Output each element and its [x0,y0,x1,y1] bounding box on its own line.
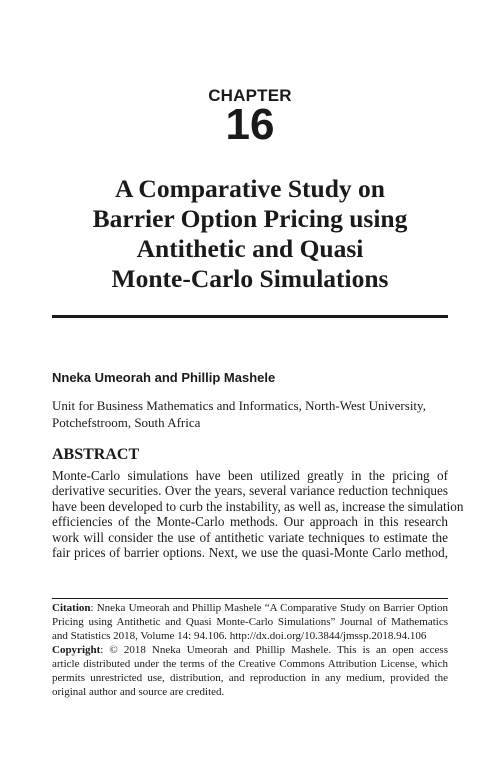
abstract-line: Monte-Carlo simulations have been utilized greatly in the pricing of [52,468,448,483]
footnote-divider [52,598,448,599]
copyright-line [52,643,448,657]
copyright-line: original author and source are credited. [52,686,225,698]
abstract-line: work will consider the use of antithetic variate techniques to estimate the [52,529,448,545]
chapter-label: CHAPTER [208,86,292,105]
title-divider [52,315,448,318]
abstract-body [52,468,464,561]
copyright-text: : © 2018 Nneka Umeorah and Phillip Mashele. This is an open access [100,644,448,656]
title-line: A Comparative Study on [115,174,385,203]
citation-label: Citation [52,602,91,614]
abstract-line: fair prices of barrier options. Next, we use the quasi-Monte Carlo method, [52,545,448,561]
citation-line [52,601,448,615]
chapter-number: 16 [225,100,275,149]
title-line: Antithetic and Quasi [136,234,364,263]
abstract-line: efficiencies of the Monte-Carlo methods. Our approach in this research [52,514,448,530]
title-line: Barrier Option Pricing using [92,204,408,233]
citation-text: : Nneka Umeorah and Phillip Mashele “A Comparative Study on Barrier Option [90,602,448,614]
abstract-line: derivative securities. Over the years, several variance reduction techniques [52,483,448,499]
copyright-label: Copyright [52,644,101,656]
citation-line: and Statistics 2018, Volume 14: 94.106. http://dx.doi.org/10.3844/jmssp.2018.94.106 [52,630,427,642]
author-affiliation [52,397,448,431]
author-names: Nneka Umeorah and Phillip Mashele [52,370,276,385]
title-line: Monte-Carlo Simulations [111,264,389,293]
abstract-line: have been developed to curb the instability, as well as, increase the simulation [52,498,464,514]
copyright-line: permits unrestricted use, distribution, and reproduction in any medium, provided the [52,672,448,684]
affiliation-line: Potchefstroom, South Africa [52,415,201,430]
copyright-line: article distributed under the terms of the Creative Commons Attribution License, which [52,658,448,670]
citation-line: Pricing using Antithetic and Quasi Monte-Carlo Simulations” Journal of Mathematics [52,616,448,628]
affiliation-line: Unit for Business Mathematics and Informatics, North-West University, [52,398,426,413]
footnote [52,601,448,699]
abstract-heading: ABSTRACT [52,446,140,463]
paper-title [40,174,460,294]
